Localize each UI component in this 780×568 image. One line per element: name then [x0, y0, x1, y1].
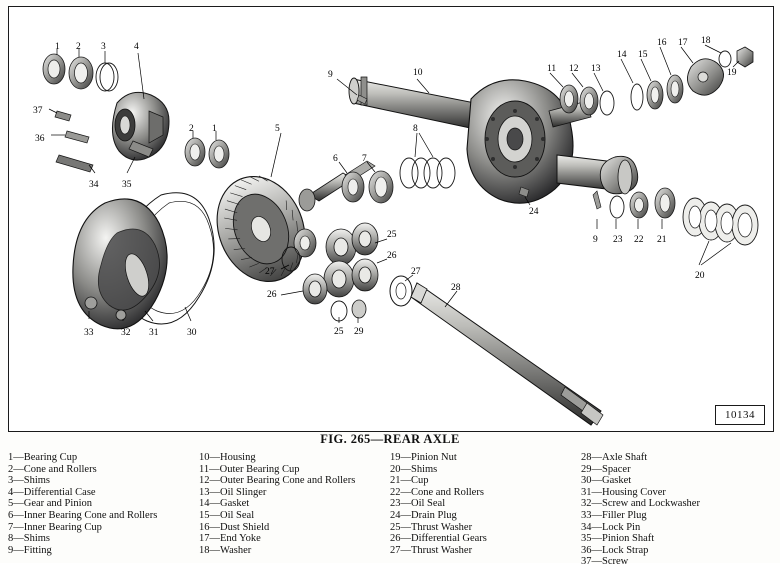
- callout-number: 27: [411, 267, 421, 277]
- legend-item: 22—Cone and Rollers: [390, 486, 484, 498]
- callout-number: 6: [333, 154, 338, 164]
- callout-number: 30: [187, 328, 197, 338]
- callout-number: 18: [701, 36, 711, 46]
- callout-number: 11: [547, 64, 557, 74]
- callout-number: 29: [354, 327, 364, 337]
- callout-number: 4: [134, 42, 139, 52]
- legend-item: 9—Fitting: [8, 544, 52, 556]
- callout-number: 25: [387, 230, 397, 240]
- callout-number: 23: [613, 235, 623, 245]
- legend-item: 33—Filler Plug: [581, 509, 647, 521]
- callout-number: 22: [634, 235, 644, 245]
- legend-item: 36—Lock Strap: [581, 544, 649, 556]
- legend-item: 6—Inner Bearing Cone and Rollers: [8, 509, 158, 521]
- legend-item: 16—Dust Shield: [199, 521, 270, 533]
- legend-item: 25—Thrust Washer: [390, 521, 473, 533]
- rear-axle-exploded-illustration: [9, 7, 773, 431]
- callout-number: 25: [334, 327, 344, 337]
- legend-item: 17—End Yoke: [199, 533, 261, 545]
- callout-number: 2: [76, 42, 81, 52]
- parts-legend: [8, 452, 772, 568]
- callout-number: 9: [593, 235, 598, 245]
- callout-number: 21: [657, 235, 667, 245]
- callout-number: 5: [275, 124, 280, 134]
- callout-number: 27: [265, 267, 275, 277]
- callout-number: 26: [387, 251, 397, 261]
- legend-item: 4—Differential Case: [8, 486, 96, 498]
- legend-item: 30—Gasket: [581, 475, 632, 487]
- legend-item: 18—Washer: [199, 544, 252, 556]
- callout-number: 9: [328, 70, 333, 80]
- callout-number: 14: [617, 50, 627, 60]
- legend-item: 13—Oil Slinger: [199, 486, 267, 498]
- legend-item: 15—Oil Seal: [199, 509, 255, 521]
- legend-column-1: [8, 452, 199, 557]
- callout-number: 12: [569, 64, 579, 74]
- callout-number: 37: [33, 106, 43, 116]
- legend-item: 29—Spacer: [581, 463, 631, 475]
- legend-item: 3—Shims: [8, 475, 51, 487]
- callout-number: 31: [149, 328, 159, 338]
- legend-item: 21—Cup: [390, 475, 429, 487]
- callout-number: 7: [362, 154, 367, 164]
- plate-number-box: 10134: [715, 405, 765, 425]
- legend-item: 8—Shims: [8, 533, 51, 545]
- legend-item: 35—Pinion Shaft: [581, 533, 655, 545]
- legend-item: 1—Bearing Cup: [8, 452, 78, 463]
- callout-number: 26: [267, 290, 277, 300]
- callout-number: 1: [212, 124, 217, 134]
- legend-item: 31—Housing Cover: [581, 486, 666, 498]
- legend-item: 5—Gear and Pinion: [8, 498, 92, 510]
- exploded-diagram-plate: [8, 6, 774, 432]
- legend-item: 12—Outer Bearing Cone and Rollers: [199, 475, 356, 487]
- legend-item: 34—Lock Pin: [581, 521, 641, 533]
- legend-item: 2—Cone and Rollers: [8, 463, 97, 475]
- legend-item: 24—Drain Plug: [390, 509, 457, 521]
- legend-column-3: [390, 452, 581, 557]
- callout-number: 32: [121, 328, 131, 338]
- callout-number: 17: [678, 38, 688, 48]
- callout-number: 35: [122, 180, 132, 190]
- legend-item: 26—Differential Gears: [390, 533, 487, 545]
- callout-number: 16: [657, 38, 667, 48]
- figure-caption: FIG. 265—REAR AXLE: [320, 432, 460, 446]
- callout-number: 24: [529, 207, 539, 217]
- legend-item: 28—Axle Shaft: [581, 452, 648, 463]
- callout-number: 33: [84, 328, 94, 338]
- legend-item: 27—Thrust Washer: [390, 544, 473, 556]
- legend-item: 14—Gasket: [199, 498, 250, 510]
- callout-number: 2: [189, 124, 194, 134]
- legend-item: 37—Screw: [581, 556, 629, 568]
- callout-number: 34: [89, 180, 99, 190]
- legend-item: 11—Outer Bearing Cup: [199, 463, 300, 475]
- callout-number: 36: [35, 134, 45, 144]
- legend-item: 20—Shims: [390, 463, 438, 475]
- legend-column-4: [581, 452, 772, 568]
- callout-number: 15: [638, 50, 648, 60]
- legend-item: 19—Pinion Nut: [390, 452, 457, 463]
- callout-number: 20: [695, 271, 705, 281]
- legend-item: 23—Oil Seal: [390, 498, 446, 510]
- callout-number: 8: [413, 124, 418, 134]
- callout-number: 3: [101, 42, 106, 52]
- callout-number: 13: [591, 64, 601, 74]
- callout-number: 19: [727, 68, 737, 78]
- callout-number: 1: [55, 42, 60, 52]
- callout-number: 10: [413, 68, 423, 78]
- legend-item: 10—Housing: [199, 452, 256, 463]
- legend-column-2: [199, 452, 390, 557]
- legend-item: 32—Screw and Lockwasher: [581, 498, 700, 510]
- legend-item: 7—Inner Bearing Cup: [8, 521, 102, 533]
- callout-number: 28: [451, 283, 461, 293]
